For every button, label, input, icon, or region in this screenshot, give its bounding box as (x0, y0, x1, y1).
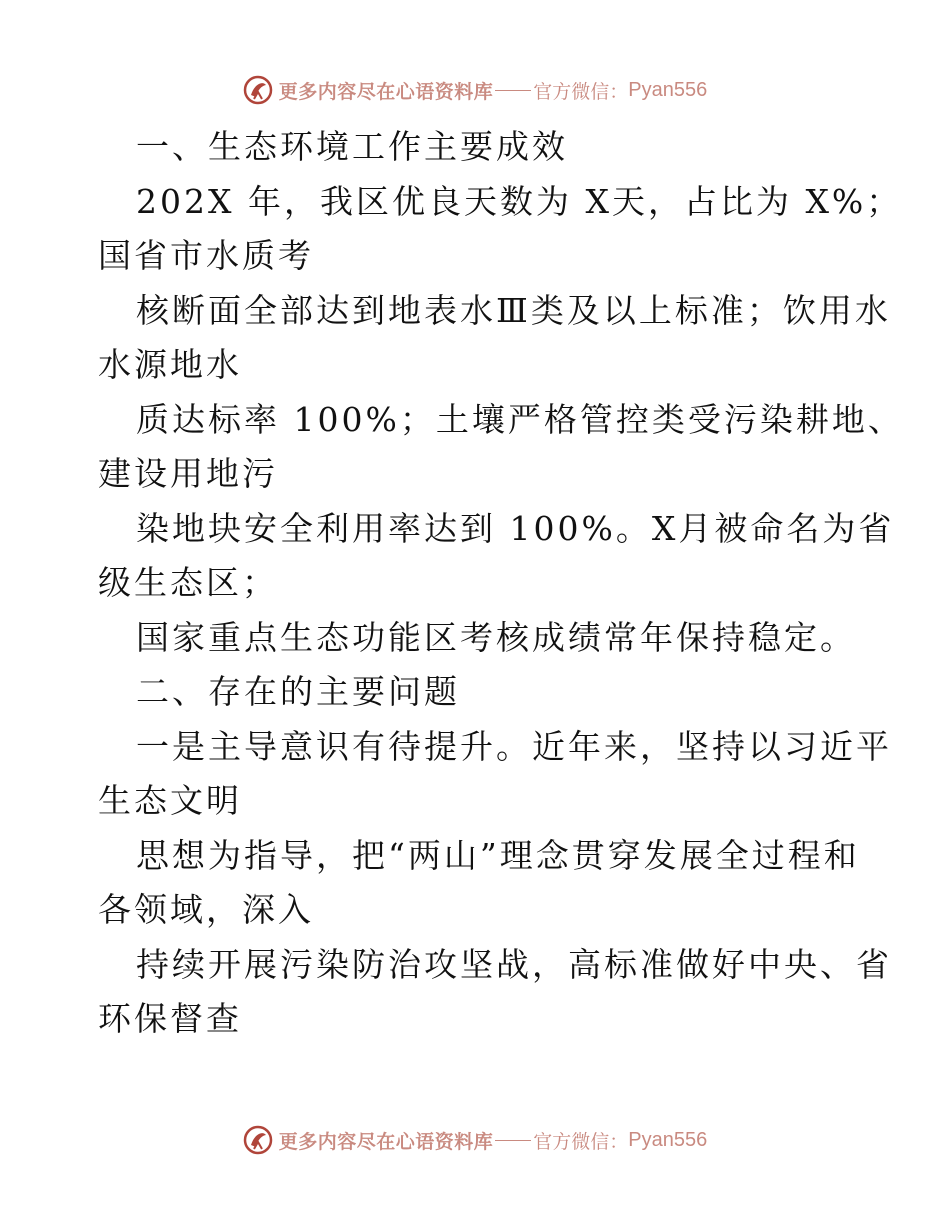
watermark-text: 更多内容尽在心语资料库 (278, 1130, 494, 1153)
paragraph-line: 级生态区； (98, 563, 278, 602)
footer-watermark (0, 1120, 950, 1160)
paragraph-line: 持续开展污染防治攻坚战，高标准做好中央、省 (136, 944, 892, 984)
document-body (98, 120, 904, 1047)
paragraph-line: 染地块安全利用率达到 100%。X月被命名为省 (136, 508, 895, 548)
paragraph-line: 一是主导意识有待提升。近年来，坚持以习近平 (136, 726, 892, 766)
header-watermark (0, 70, 950, 110)
watermark-dash (495, 90, 531, 91)
watermark-wechat-label: 官方微信： (533, 80, 629, 103)
paragraph-line: 建设用地污 (98, 454, 278, 493)
watermark-wechat-label: 官方微信： (533, 1130, 629, 1153)
paragraph-line: 水源地水 (98, 345, 242, 384)
paragraph-line: 环保督查 (98, 999, 242, 1038)
section-heading-2: 二、存在的主要问题 (136, 672, 460, 711)
paragraph-line: 思想为指导，把“两山”理念贯穿发展全过程和 (136, 835, 860, 875)
paragraph-line: 202X 年，我区优良天数为 X天，占比为 X%； (136, 181, 903, 221)
paragraph-line: 质达标率 100%；土壤严格管控类受污染耕地、 (136, 399, 904, 439)
paragraph-line: 生态文明 (98, 781, 242, 820)
paragraph-line: 核断面全部达到地表水Ⅲ类及以上标准；饮用水 (136, 290, 891, 330)
paragraph-line: 国省市水质考 (98, 236, 314, 275)
watermark-wechat-id: Pyan556 (628, 1128, 708, 1151)
paragraph-line: 各领域，深入 (98, 890, 314, 929)
watermark-text: 更多内容尽在心语资料库 (278, 80, 494, 103)
ribbon-logo-icon (243, 1125, 273, 1155)
paragraph-line: 国家重点生态功能区考核成绩常年保持稳定。 (136, 617, 856, 657)
ribbon-logo-icon (243, 75, 273, 105)
section-heading-1: 一、生态环境工作主要成效 (136, 127, 568, 166)
watermark-dash (495, 1140, 531, 1141)
watermark-wechat-id: Pyan556 (628, 78, 708, 101)
